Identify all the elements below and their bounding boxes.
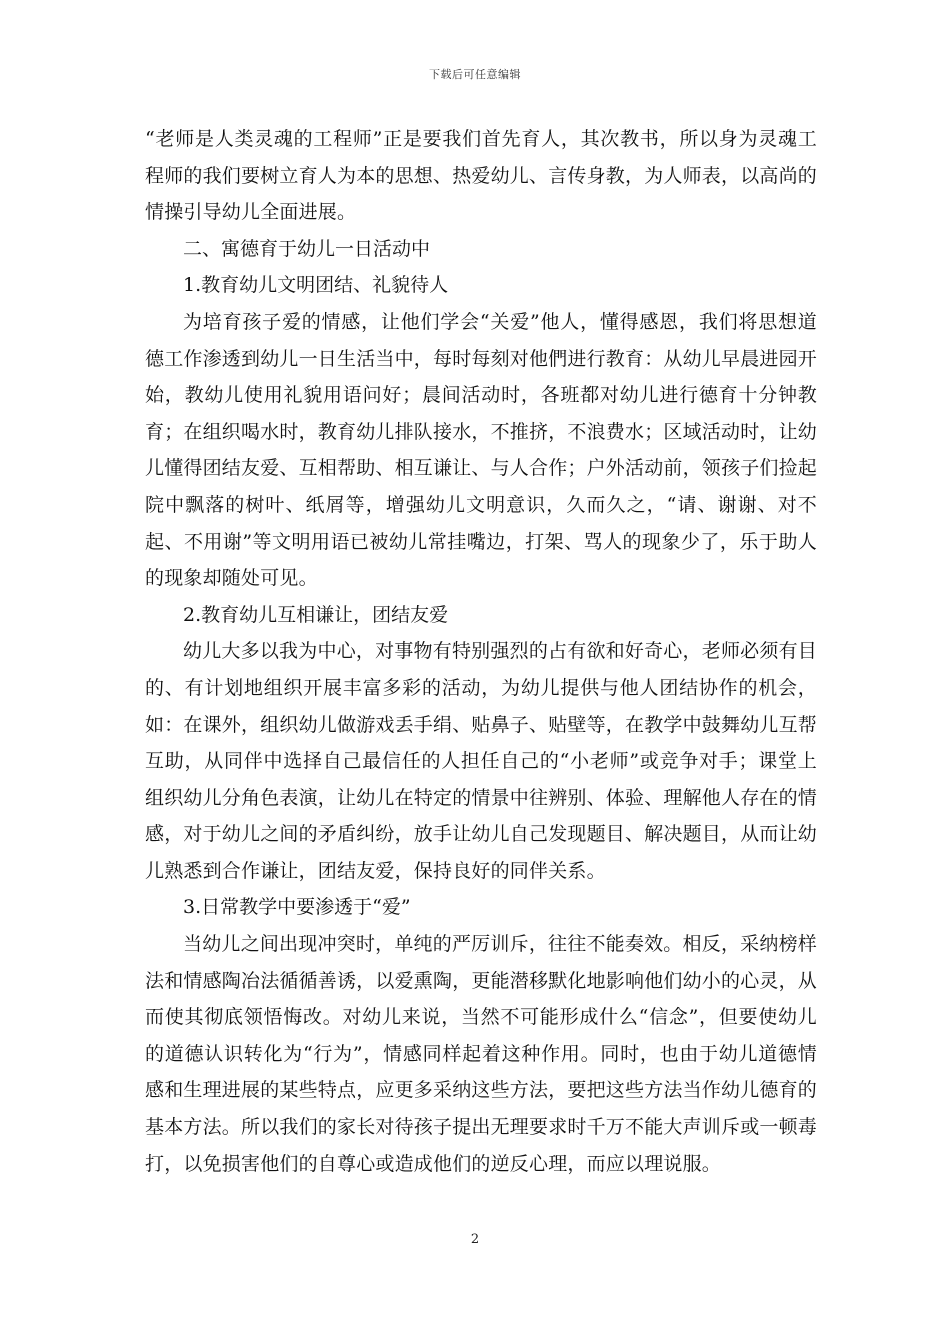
page-body [145, 121, 817, 1182]
paragraph-courtesy: 为培育孩子爱的情感，让他们学会“关爱”他人，懂得感恩，我们将思想道德工作渗透到幼儿一日生活当中，每时每刻对他們进行教育：从幼儿早晨进园开始，教幼儿使用礼貌用语问好；晨间活动时，各班都对幼儿进行德育十分钟教育；在组织喝水时，教育幼儿排队接水，不推挤，不浪费水；区域活动时，让幼儿懂得团结友爱、互相帮助、相互谦让、与人合作；户外活动前，领孩子们捡起院中飘落的树叶、纸屑等，增强幼儿文明意识，久而久之，“请、谢谢、对不起、不用谢”等文明用语已被幼儿常挂嘴边，打架、骂人的现象少了，乐于助人的现象却随处可见。 [145, 310, 818, 590]
page-number: 2 [470, 1232, 480, 1247]
subheading-1: 1.教育幼儿文明团结、礼貌待人 [183, 274, 449, 297]
section-heading-2: 二、寓德育于幼儿一日活动中 [183, 237, 431, 260]
paragraph-intro: “老师是人类灵魂的工程师”正是要我们首先育人，其次教书，所以身为灵魂工程师的我们要树立育人为本的思想、热爱幼儿、言传身教，为人师表，以高尚的情操引导幼儿全面进展。 [145, 128, 818, 224]
page-header: 下载后可任意编辑 [429, 68, 521, 81]
paragraph-cooperation: 幼儿大多以我为中心，对事物有特别强烈的占有欲和好奇心，老师必须有目的、有计划地组织开展丰富多彩的活动，为幼儿提供与他人团结协作的机会，如：在课外，组织幼儿做游戏丢手绢、贴鼻子、贴壁等，在教学中鼓舞幼儿互帮互助，从同伴中选择自己最信任的人担任自己的“小老师”或竞争对手；课堂上组织幼儿分角色表演，让幼儿在特定的情景中往辨别、体验、理解他人存在的情感，对于幼儿之间的矛盾纠纷，放手让幼儿自己发现题目、解决题目，从而让幼儿熟悉到合作谦让，团结友爱，保持良好的同伴关系。 [145, 640, 818, 882]
subheading-3: 3.日常教学中要渗透于“爱” [183, 896, 411, 919]
paragraph-love: 当幼儿之间出现冲突时，单纯的严厉训斥，往往不能奏效。相反，采纳榜样法和情感陶冶法循循善诱，以爱熏陶，更能潜移默化地影响他们幼小的心灵，从而使其彻底领悟悔改。对幼儿来说，当然不可能形成什么“信念”，但要使幼儿的道德认识转化为“行为”，情感同样起着这种作用。同时，也由于幼儿道德情感和生理进展的某些特点，应更多采纳这些方法，要把这些方法当作幼儿德育的基本方法。所以我们的家长对待孩子提出无理要求时千万不能大声训斥或一顿毒打，以免损害他们的自尊心或造成他们的逆反心理，而应以理说服。 [145, 933, 818, 1175]
subheading-2: 2.教育幼儿互相谦让，团结友爱 [183, 603, 449, 626]
